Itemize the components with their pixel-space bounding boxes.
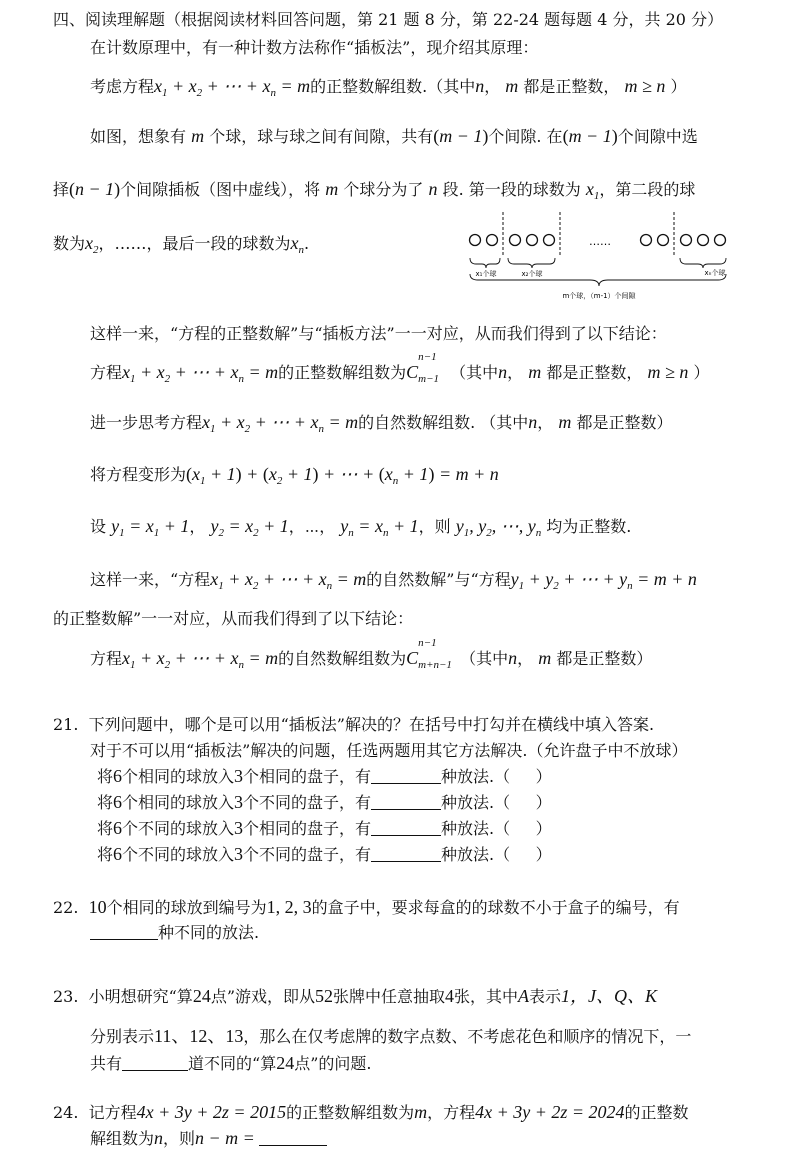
ball (641, 235, 652, 246)
q21-answer-blank-1[interactable] (371, 767, 441, 784)
q23-stem-line2: 分别表示11、12、13，那么在仅考虑牌的数字点数、不考虑花色和顺序的情况下，一 (90, 1026, 692, 1046)
paragraph-equation-def: 考虑方程$x_1 + x_2$ + ⋯ + $x_n = m$的正整数解组数.（其中n， m 都是正整数， m ≥ n ） (90, 76, 687, 99)
q21-item-3: 将6个不同的球放入3个相同的盘子，有 种放法.（ ） (97, 818, 552, 838)
brace-x1 (470, 258, 500, 268)
ball (487, 235, 498, 246)
q21-check-paren-4[interactable]: （ ） (494, 845, 552, 864)
q21-stem-line2: 对于不可以用“插板法”解决的问题，任选两题用其它方法解决.（允许盘子中不放球） (90, 741, 688, 760)
paragraph-balls: 如图，想象有 m 个球，球与球之间有间隙，共有(m − 1)个间隙. 在(m − 1)个间隙中选 (90, 126, 698, 146)
q21-answer-blank-2[interactable] (371, 793, 441, 810)
q23-answer-blank[interactable] (122, 1054, 188, 1071)
q22-answer-blank[interactable] (90, 923, 158, 940)
q21-item-4: 将6个不同的球放入3个不同的盘子，有 种放法.（ ） (97, 844, 552, 864)
paragraph-boards: 择(n − 1)个间隙插板（图中虚线），将 m 个球分为了 n 段. 第一段的球数为 $x_1$，第二段的球 (53, 179, 696, 202)
paragraph-transform: 将方程变形为$(x_1 + 1) + (x_2 + 1)$ + ⋯ + $(x_n + 1) = m + n$ (90, 464, 499, 487)
q23-stem-line3: 共有 道不同的“算24点”的问题. (90, 1053, 372, 1073)
paragraph-correspondence-2-cont: 的正整数解”一一对应，从而我们得到了以下结论： (53, 609, 414, 628)
q21-check-paren-3[interactable]: （ ） (494, 819, 552, 838)
ball (715, 235, 726, 246)
q21-item-1: 将6个相同的球放入3个相同的盘子，有 种放法.（ ） (97, 766, 552, 786)
paragraph-substitution: 设 $y_1 = x_1 + 1$， $y_2 = x_2 + 1$，⋯， $y_n = x_n + 1$，则 $y_1$, $y_2$, ⋯, $y_n$ 均为正整数. (90, 516, 632, 539)
conclusion-positive: 方程$x_1 + x_2$ + ⋯ + $x_n = m$的正整数解组数为C n−1 m−1 （其中n， m 都是正整数， m ≥ n ） (90, 351, 710, 385)
q21-answer-blank-4[interactable] (371, 845, 441, 862)
paragraph-last-segment: 数为$x_2$，……，最后一段的球数为$x_n$. (53, 233, 310, 256)
paragraph-natural: 进一步思考方程$x_1 + x_2$ + ⋯ + $x_n = m$的自然数解组数. （其中n， m 都是正整数） (90, 412, 673, 435)
q21-check-paren-1[interactable]: （ ） (494, 767, 552, 786)
q22-stem: 22. 10个相同的球放到编号为1, 2, 3的盒子中，要求每盒的的球数不小于盒子的编号，有 (53, 897, 680, 917)
conclusion-natural: 方程$x_1 + x_2$ + ⋯ + $x_n = m$的自然数解组数为C n−1 m+n−1 （其中n， m 都是正整数） (90, 637, 653, 671)
correspondence-text: 这样一来，“方程的正整数解”与“插板方法”一一对应，从而我们得到了以下结论： (90, 324, 667, 343)
q21-answer-blank-3[interactable] (371, 819, 441, 836)
q21-item-2: 将6个相同的球放入3个不同的盘子，有 种放法.（ ） (97, 792, 552, 812)
q22-stem-line2: 种不同的放法. (90, 922, 259, 944)
q24-stem: 24. 记方程4x + 3y + 2z = 2015的正整数解组数为m，方程4x + 3y + 2z = 2024的正整数 (53, 1102, 689, 1122)
ball (544, 235, 555, 246)
section-title: 四、阅读理解题（根据阅读材料回答问题，第 21 题 8 分，第 22-24 题每题 4 分，共 20 分） (53, 10, 724, 29)
balls-and-boards-figure (462, 208, 752, 306)
label-x1: x₁个球 (475, 270, 497, 278)
ellipsis-dots: …… (589, 235, 611, 248)
label-xn: xₙ个球 (704, 269, 726, 277)
brace-total (470, 274, 726, 286)
ball (681, 235, 692, 246)
q21-check-paren-2[interactable]: （ ） (494, 793, 552, 812)
q23-stem: 23. 小明想研究“算24点”游戏，即从52张牌中任意抽取4张，其中A表示1，J、Q、K (53, 986, 658, 1006)
ball (470, 235, 481, 246)
ball (698, 235, 709, 246)
ball (510, 235, 521, 246)
intro-text: 在计数原理中，有一种计数方法称作“插板法”，现介绍其原理： (90, 38, 539, 57)
q21-stem: 21. 下列问题中，哪个是可以用“插板法”解决的？在括号中打勾并在横线中填入答案. (53, 715, 655, 734)
ball (527, 235, 538, 246)
brace-xn (680, 258, 726, 268)
q24-answer-blank[interactable] (259, 1129, 327, 1146)
label-x2: x₂个球 (521, 270, 543, 278)
label-total: m个球，（m-1）个间隙 (562, 292, 636, 300)
paragraph-correspondence-2: 这样一来，“方程$x_1 + x_2$ + ⋯ + $x_n = m$的自然数解”与“方程$y_1 + y_2$ + ⋯ + $y_n = m + n$ (90, 569, 697, 592)
brace-x2 (508, 258, 555, 268)
q24-stem-line2: 解组数为n，则n − m = (90, 1127, 327, 1150)
ball (658, 235, 669, 246)
